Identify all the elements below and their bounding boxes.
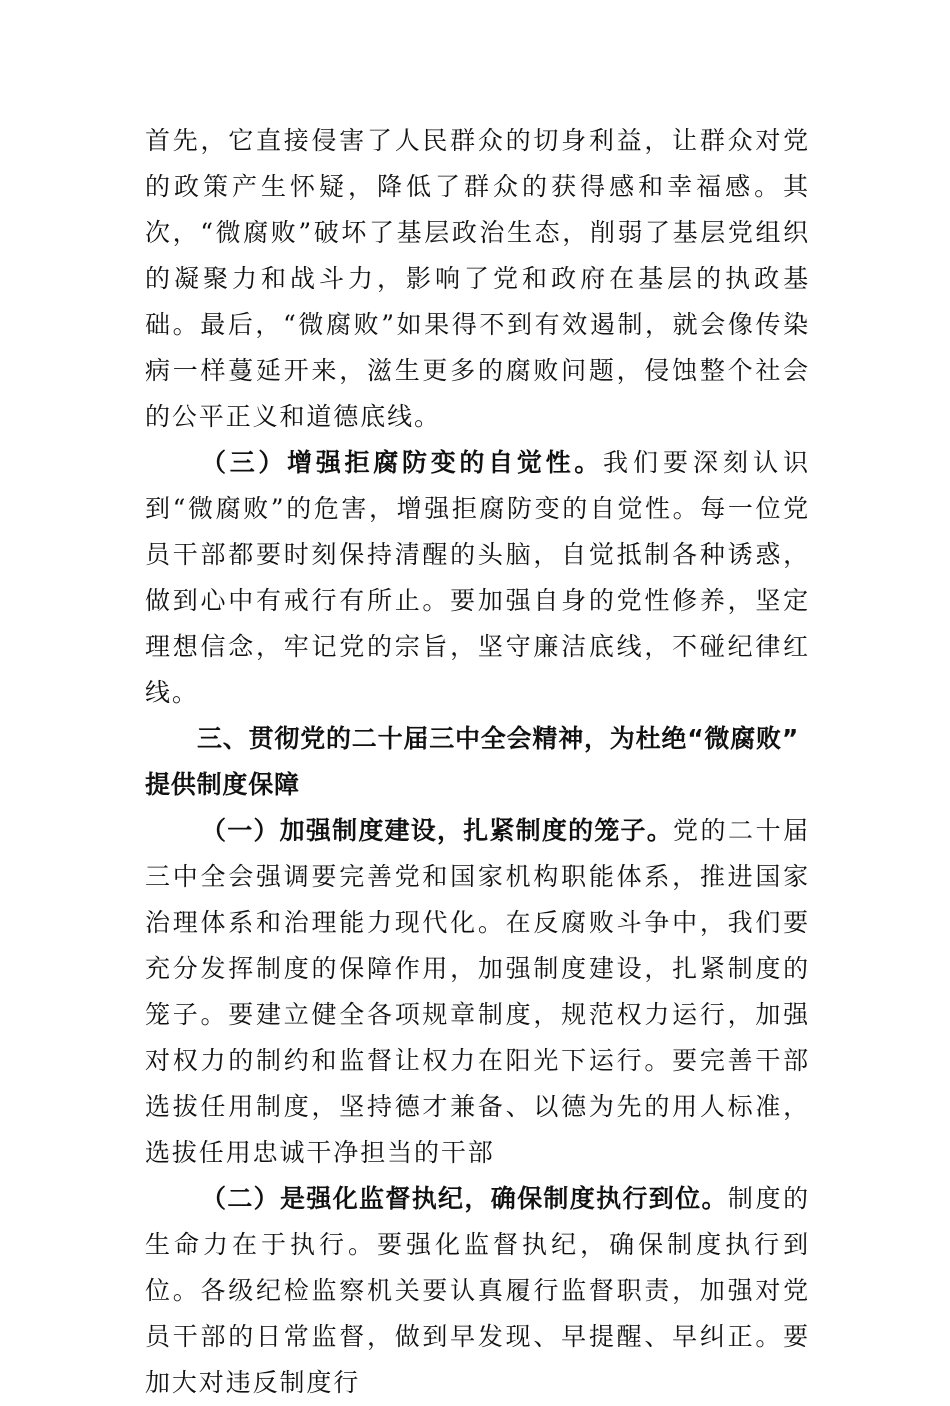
paragraph-harm-of-micro-corruption — [145, 118, 810, 440]
paragraph-anti-corruption-awareness — [145, 440, 810, 716]
paragraph-text: 我们要深刻认识到“微腐败”的危害，增强拒腐防变的自觉性。每一位党员干部都要时刻保持清醒的头脑，自觉抵制各种诱惑，做到心中有戒行有所止。要加强自身的党性修养，坚定理想信念，牢记党的宗旨，坚守廉洁底线，不碰纪律红线。 — [145, 448, 810, 707]
paragraph-lead: （二）是强化监督执纪，确保制度执行到位。 — [201, 1184, 728, 1213]
paragraph-lead: （三）增强拒腐防变的自觉性。 — [201, 448, 603, 477]
paragraph-supervision-discipline — [145, 1176, 810, 1406]
paragraph-text: 首先，它直接侵害了人民群众的切身利益，让群众对党的政策产生怀疑，降低了群众的获得感和幸福感。其次，“微腐败”破坏了基层政治生态，削弱了基层党组织的凝聚力和战斗力，影响了党和政府在基层的执政基础。最后，“微腐败”如果得不到有效遏制，就会像传染病一样蔓延开来，滋生更多的腐败问题，侵蚀整个社会的公平正义和道德底线。 — [145, 126, 810, 431]
section-heading-line-1: 三、贯彻党的二十届三中全会精神，为杜绝“微腐败” — [197, 724, 800, 753]
paragraph-institution-building — [145, 808, 810, 1176]
paragraph-text: 党的二十届三中全会强调要完善党和国家机构职能体系，推进国家治理体系和治理能力现代化。在反腐败斗争中，我们要充分发挥制度的保障作用，加强制度建设，扎紧制度的笼子。要建立健全各项规章制度，规范权力运行，加强对权力的制约和监督让权力在阳光下运行。要完善干部选拔任用制度，坚持德才兼备、以德为先的用人标准，选拔任用忠诚干净担当的干部 — [145, 816, 810, 1167]
paragraph-lead: （一）加强制度建设，扎紧制度的笼子。 — [201, 816, 673, 845]
paragraph-text: 制度的生命力在于执行。要强化监督执纪，确保制度执行到位。各级纪检监察机关要认真履行监督职责，加强对党员干部的日常监督，做到早发现、早提醒、早纠正。要加大对违反制度行 — [145, 1184, 810, 1397]
section-heading-line-2: 提供制度保障 — [145, 770, 300, 799]
document-body — [145, 118, 810, 1406]
section-heading-3 — [145, 716, 810, 808]
